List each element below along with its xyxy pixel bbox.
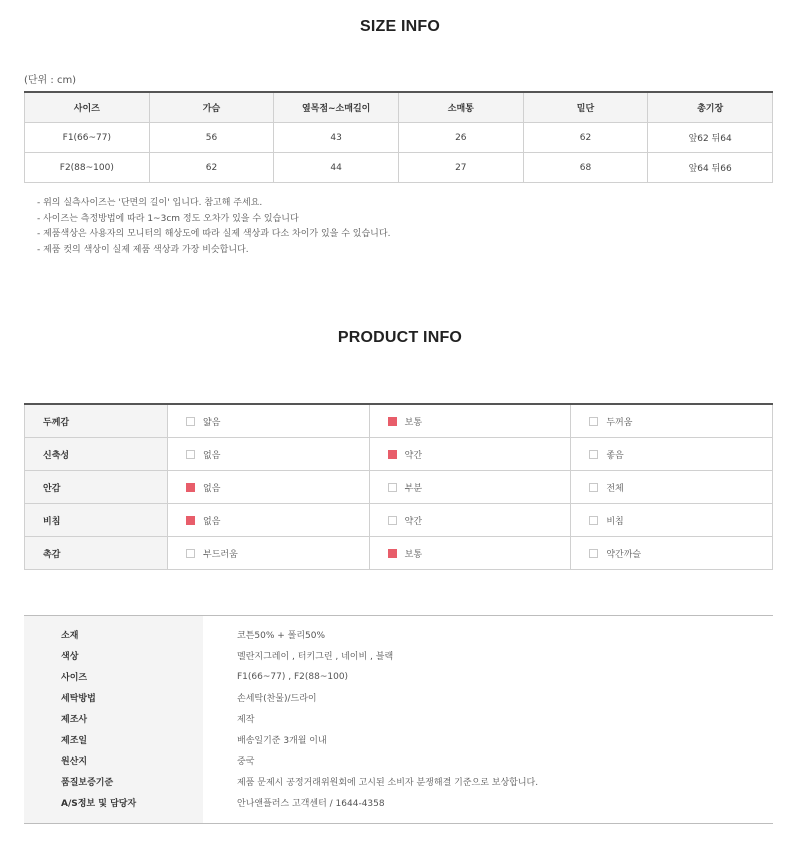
- product-info-option: [168, 514, 369, 527]
- size-header-cell: 총기장: [648, 92, 773, 123]
- product-info-row: [25, 537, 773, 570]
- detail-label: A/S정보 및 담당자: [24, 792, 203, 824]
- product-info-option-cell: [369, 471, 571, 504]
- checked-box-icon: [388, 450, 397, 459]
- product-info-option: [168, 415, 369, 428]
- product-info-option: [168, 547, 369, 560]
- product-info-option-cell: [168, 471, 370, 504]
- unchecked-box-icon: [186, 417, 195, 426]
- size-cell: 62: [523, 123, 648, 153]
- product-info-option-label: 없음: [203, 450, 221, 461]
- size-table-header-row: [25, 92, 773, 123]
- product-info-option-cell: [168, 504, 370, 537]
- product-info-option: [370, 448, 571, 461]
- product-info-option: [370, 415, 571, 428]
- product-details-table: [24, 615, 773, 824]
- product-info-row-label: 안감: [25, 471, 168, 504]
- detail-row: [24, 645, 773, 666]
- detail-label: 소재: [24, 616, 203, 646]
- size-table-row: [25, 153, 773, 183]
- size-cell: 27: [398, 153, 523, 183]
- product-info-row: [25, 471, 773, 504]
- detail-value: 안나앤플러스 고객센터 / 1644-4358: [237, 799, 385, 809]
- unchecked-box-icon: [388, 483, 397, 492]
- product-info-option-label: 약간: [404, 516, 423, 527]
- size-info-title: SIZE INFO: [359, 18, 441, 35]
- product-info-option-label: 전체: [606, 483, 624, 494]
- unchecked-box-icon: [186, 549, 195, 558]
- detail-label: 제조일: [24, 729, 203, 750]
- size-cell: 68: [523, 153, 648, 183]
- product-info-option: [571, 448, 772, 461]
- product-info-option: [168, 481, 369, 494]
- product-info-row: [25, 404, 773, 438]
- product-info-option-cell: [168, 438, 370, 471]
- detail-value: 멜란지그레이 , 터키그린 , 네이비 , 블랙: [237, 652, 394, 662]
- size-cell: 62: [149, 153, 274, 183]
- product-info-row-label: 신축성: [25, 438, 168, 471]
- product-info-option: [571, 481, 772, 494]
- product-info-option: [370, 514, 571, 527]
- product-info-option-cell: [571, 404, 773, 438]
- checked-box-icon: [388, 549, 397, 558]
- detail-row: [24, 616, 773, 646]
- product-info-row: [25, 438, 773, 471]
- checked-box-icon: [388, 417, 397, 426]
- detail-row: [24, 708, 773, 729]
- product-info-option-cell: [369, 504, 571, 537]
- size-note: - 제품 컷의 색상이 실제 제품 색상과 가장 비슷합니다.: [37, 244, 249, 255]
- unchecked-box-icon: [589, 483, 598, 492]
- detail-value: 손세탁(찬물)/드라이: [237, 694, 317, 704]
- product-info-option-cell: [369, 404, 571, 438]
- product-info-row-label: 촉감: [25, 537, 168, 570]
- product-info-table: [24, 403, 773, 570]
- product-info-option-cell: [168, 537, 370, 570]
- product-info-option-label: 두꺼움: [606, 417, 633, 428]
- checked-box-icon: [186, 516, 195, 525]
- product-info-option-label: 부분: [404, 483, 423, 494]
- product-info-option: [571, 547, 772, 560]
- size-header-cell: 밑단: [523, 92, 648, 123]
- size-note: - 사이즈는 측정방법에 따라 1~3cm 정도 오차가 있을 수 있습니다: [37, 213, 299, 224]
- product-info-option: [571, 514, 772, 527]
- size-cell: 앞64 뒤66: [648, 153, 773, 183]
- product-info-option-cell: [571, 504, 773, 537]
- detail-label: 색상: [24, 645, 203, 666]
- product-info-option: [370, 547, 571, 560]
- size-cell: 44: [274, 153, 399, 183]
- size-table: [24, 91, 773, 183]
- size-note: - 제품색상은 사용자의 모니터의 해상도에 따라 실제 색상과 다소 차이가 있을 수 있습니다.: [37, 229, 391, 239]
- detail-value: 중국: [237, 757, 255, 767]
- product-info-option-cell: [571, 471, 773, 504]
- size-notes: [37, 196, 390, 258]
- product-info-row-label: 두께감: [25, 404, 168, 438]
- size-cell: 56: [149, 123, 274, 153]
- product-info-option-label: 없음: [203, 483, 221, 494]
- product-info-option-cell: [369, 438, 571, 471]
- size-note: - 위의 실측사이즈는 '단면의 길이' 입니다. 참고해 주세요.: [37, 198, 263, 208]
- detail-value: 제품 문제시 공정거래위원회에 고시된 소비자 분쟁해결 기준으로 보상합니다.: [237, 778, 539, 788]
- size-header-cell: 소매통: [398, 92, 523, 123]
- size-header-cell: 사이즈: [25, 92, 150, 123]
- product-info-option-label: 비침: [606, 516, 624, 527]
- unit-label: (단위 : cm): [24, 75, 77, 86]
- unchecked-box-icon: [388, 516, 397, 525]
- unchecked-box-icon: [589, 516, 598, 525]
- product-info-option-label: 보통: [404, 417, 423, 428]
- product-info-row: [25, 504, 773, 537]
- product-info-option-cell: [571, 438, 773, 471]
- detail-value: F1(66~77) , F2(88~100): [237, 671, 349, 682]
- detail-row: [24, 750, 773, 771]
- product-info-option-cell: [369, 537, 571, 570]
- size-cell: 43: [274, 123, 399, 153]
- product-info-option: [571, 415, 772, 428]
- product-info-option-label: 없음: [203, 516, 221, 527]
- product-info-title: PRODUCT INFO: [337, 329, 463, 346]
- unchecked-box-icon: [589, 450, 598, 459]
- detail-row: [24, 666, 773, 687]
- size-cell: 앞62 뒤64: [648, 123, 773, 153]
- product-info-option-cell: [168, 404, 370, 438]
- product-info-option-label: 부드러움: [203, 549, 238, 560]
- detail-row: [24, 687, 773, 708]
- detail-value: 코튼50% + 폴리50%: [237, 631, 326, 641]
- unchecked-box-icon: [589, 417, 598, 426]
- detail-label: 사이즈: [24, 666, 203, 687]
- product-info-option: [168, 448, 369, 461]
- product-info-option: [370, 481, 571, 494]
- size-cell: 26: [398, 123, 523, 153]
- detail-label: 세탁방법: [24, 687, 203, 708]
- detail-row: [24, 729, 773, 750]
- product-info-option-label: 보통: [404, 549, 423, 560]
- unchecked-box-icon: [589, 549, 598, 558]
- detail-label: 원산지: [24, 750, 203, 771]
- size-table-row: [25, 123, 773, 153]
- unchecked-box-icon: [186, 450, 195, 459]
- product-info-row-label: 비침: [25, 504, 168, 537]
- detail-row: [24, 771, 773, 792]
- detail-label: 품질보증기준: [24, 771, 203, 792]
- product-info-option-cell: [571, 537, 773, 570]
- detail-value: 배송일기준 3개월 이내: [237, 736, 327, 746]
- product-info-option-label: 약간: [404, 450, 423, 461]
- product-info-option-label: 좋음: [606, 450, 624, 461]
- detail-value: 제작: [237, 715, 255, 725]
- detail-label: 제조사: [24, 708, 203, 729]
- size-header-cell: 옆목점~소매길이: [274, 92, 399, 123]
- product-info-option-label: 약간까슬: [606, 549, 642, 560]
- size-header-cell: 가슴: [149, 92, 274, 123]
- size-cell: F2(88~100): [25, 153, 150, 183]
- checked-box-icon: [186, 483, 195, 492]
- product-info-option-label: 얇음: [203, 417, 221, 428]
- detail-row: [24, 792, 773, 824]
- size-cell: F1(66~77): [25, 123, 150, 153]
